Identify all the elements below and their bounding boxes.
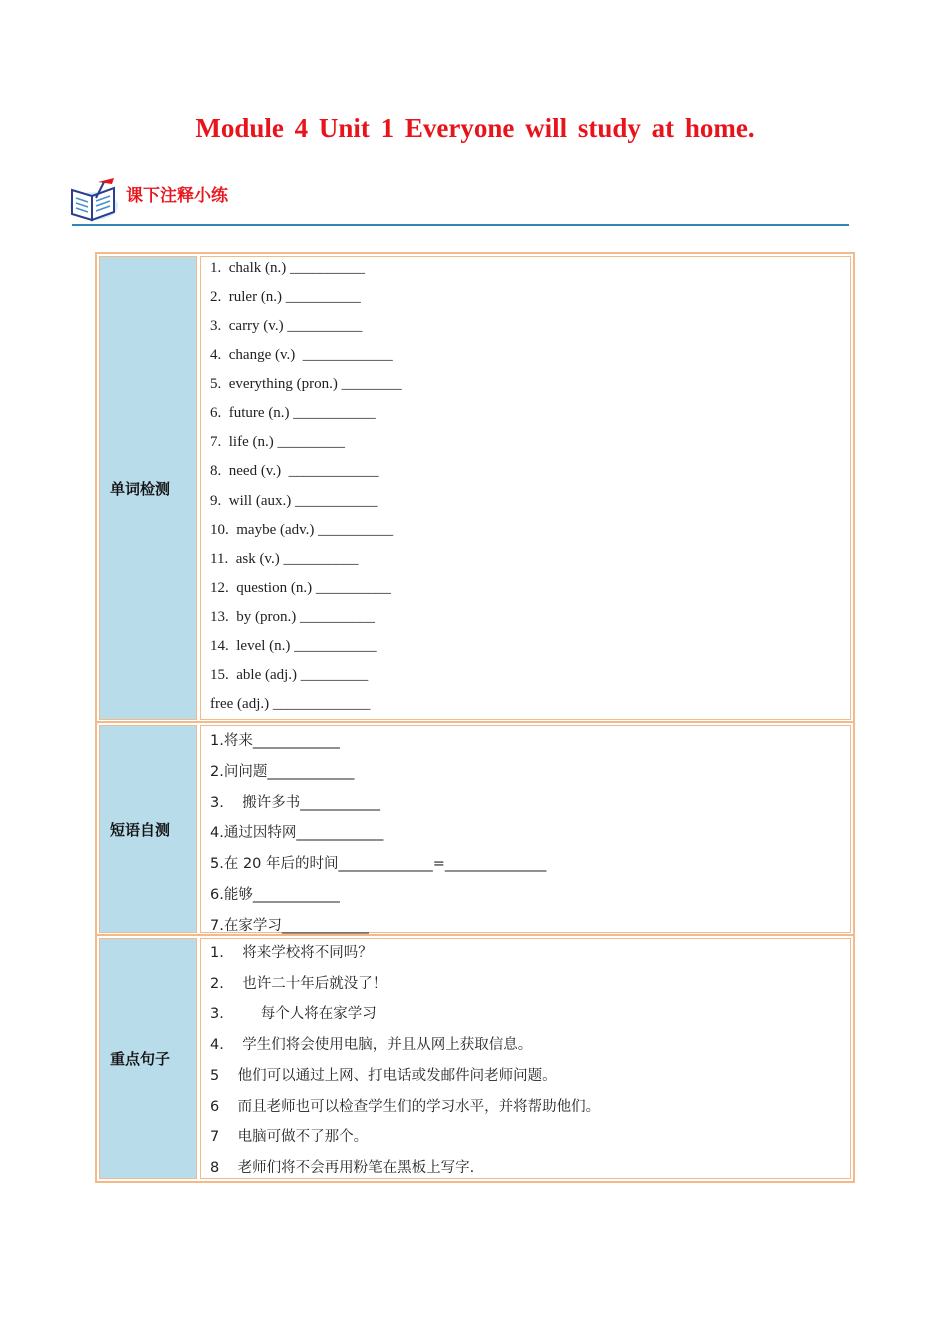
sentence-item: 5 他们可以通过上网、打电话或发邮件问老师问题。 [210, 1068, 557, 1084]
page-title: Module 4 Unit 1 Everyone will study at home. [195, 113, 755, 143]
vocab-label-cell [99, 256, 197, 720]
sentence-item: 8 老师们将不会再用粉笔在黑板上写字. [210, 1160, 475, 1176]
vocab-item: 15. able (adj.) _________ [210, 667, 369, 683]
vocab-item: 2. ruler (n.) __________ [210, 289, 361, 305]
vocab-item: 12. question (n.) __________ [210, 580, 391, 596]
header-rule [72, 224, 849, 226]
phrase-item: 3. 搬许多书___________ [210, 795, 381, 811]
vocab-item: 1. chalk (n.) __________ [210, 260, 365, 276]
phrase-item: 6.能够____________ [210, 887, 340, 903]
section-header [68, 176, 268, 224]
vocab-item: 8. need (v.) ____________ [210, 463, 379, 479]
vocab-item: 7. life (n.) _________ [210, 434, 345, 450]
book-icon [68, 176, 120, 224]
phrase-item: 2.问问题____________ [210, 764, 355, 780]
vocab-item: 9. will (aux.) ___________ [210, 493, 378, 509]
vocab-item: 3. carry (v.) __________ [210, 318, 363, 334]
phrases-label-cell [99, 725, 197, 933]
phrase-item: 5.在 20 年后的时间_____________=______________ [210, 856, 547, 872]
vocab-item: 13. by (pron.) __________ [210, 609, 375, 625]
vocab-item: 11. ask (v.) __________ [210, 551, 359, 567]
sentences-content [200, 938, 851, 1179]
sentence-item: 6 而且老师也可以检查学生们的学习水平，并将帮助他们。 [210, 1099, 601, 1115]
vocab-item: 5. everything (pron.) ________ [210, 376, 402, 392]
sentence-item: 4. 学生们将会使用电脑，并且从网上获取信息。 [210, 1037, 533, 1053]
exercise-table [95, 252, 855, 1183]
vocab-item: 6. future (n.) ___________ [210, 405, 376, 421]
section-label: 课下注释小练 [126, 186, 228, 206]
sentences-row [97, 936, 853, 1181]
phrases-row [97, 723, 853, 935]
vocab-item: 10. maybe (adv.) __________ [210, 522, 394, 538]
vocab-label: 单词检测 [110, 479, 171, 498]
vocab-row [97, 254, 853, 722]
phrase-item: 1.将来____________ [210, 733, 340, 749]
vocab-item: free (adj.) _____________ [210, 696, 371, 712]
sentence-item: 3. 每个人将在家学习 [210, 1006, 377, 1022]
sentence-item: 2. 也许二十年后就没了！ [210, 976, 388, 992]
sentence-item: 1. 将来学校将不同吗？ [210, 945, 373, 961]
vocab-item: 4. change (v.) ____________ [210, 347, 393, 363]
sentences-label-cell [99, 938, 197, 1179]
sentence-item: 7 电脑可做不了那个。 [210, 1129, 369, 1145]
sentences-label: 重点句子 [110, 1050, 171, 1068]
vocab-item: 14. level (n.) ___________ [210, 638, 377, 654]
vocab-content [200, 256, 851, 720]
phrases-label: 短语自测 [110, 820, 171, 839]
phrases-content [200, 725, 851, 933]
phrase-item: 4.通过因特网____________ [210, 825, 384, 841]
phrase-item: 7.在家学习____________ [210, 918, 369, 934]
